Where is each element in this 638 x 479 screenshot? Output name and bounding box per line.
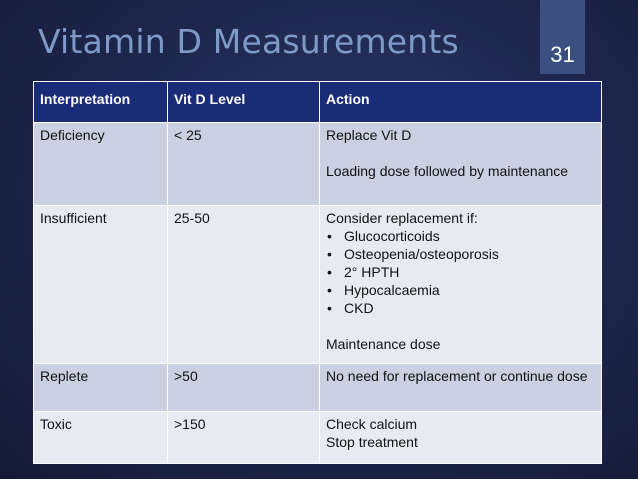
action-line: Loading dose followed by maintenance <box>326 163 569 179</box>
header-interpretation: Interpretation <box>34 82 168 123</box>
cell-level: >150 <box>168 412 320 464</box>
action-bullet: • CKD <box>326 299 595 317</box>
table-row-toxic <box>34 412 602 464</box>
slide-number: 31 <box>550 42 575 67</box>
action-bullet: • Osteopenia/osteoporosis <box>326 245 595 263</box>
header-vit-d-level: Vit D Level <box>168 82 320 123</box>
cell-action <box>320 123 602 206</box>
cell-interpretation: Deficiency <box>34 123 168 206</box>
cell-action <box>320 412 602 464</box>
cell-interpretation: Toxic <box>34 412 168 464</box>
action-bullet: • Hypocalcaemia <box>326 281 595 299</box>
action-line: Stop treatment <box>326 434 418 450</box>
cell-level: >50 <box>168 364 320 412</box>
action-bullet: • 2° HPTH <box>326 263 595 281</box>
cell-interpretation: Replete <box>34 364 168 412</box>
action-intro: Consider replacement if: <box>326 210 478 226</box>
cell-level: 25-50 <box>168 206 320 364</box>
table-row-insufficient <box>34 206 602 364</box>
table-header-row <box>34 82 602 123</box>
cell-action <box>320 206 602 364</box>
action-line: Check calcium <box>326 416 418 432</box>
cell-interpretation: Insufficient <box>34 206 168 364</box>
cell-action: No need for replacement or continue dose <box>320 364 602 412</box>
action-footer: Maintenance dose <box>326 336 441 352</box>
slide-number-box <box>540 0 585 74</box>
action-bullet: • Glucocorticoids <box>326 227 595 245</box>
cell-level: < 25 <box>168 123 320 206</box>
vitamin-d-table <box>33 81 602 464</box>
action-bullet-list <box>326 227 595 317</box>
action-line: Replace Vit D <box>326 127 412 143</box>
slide-title: Vitamin D Measurements <box>38 22 459 61</box>
header-action: Action <box>320 82 602 123</box>
table-row-replete <box>34 364 602 412</box>
table-row-deficiency <box>34 123 602 206</box>
